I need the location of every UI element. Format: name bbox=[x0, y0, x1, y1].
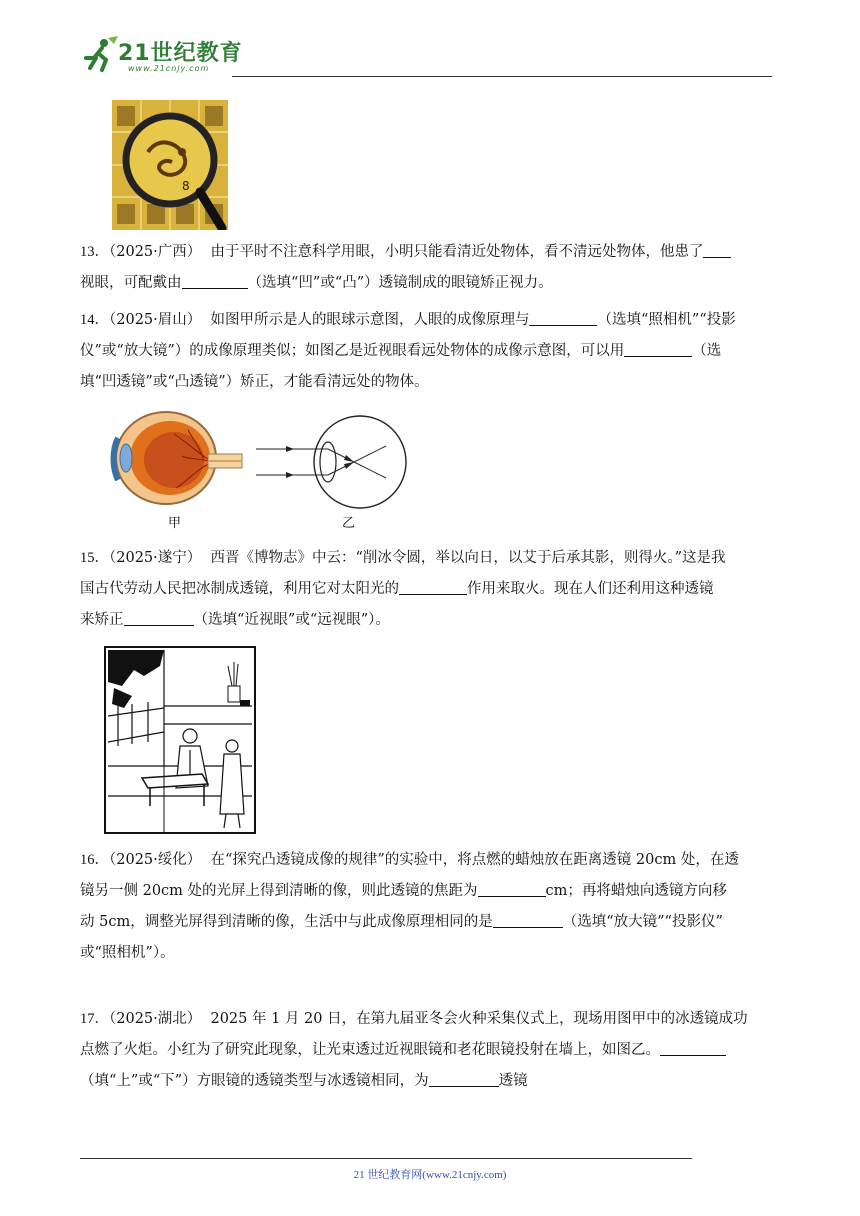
ancient-fire-illustration bbox=[104, 646, 256, 834]
answer-blank[interactable] bbox=[124, 611, 194, 627]
answer-blank[interactable] bbox=[660, 1041, 726, 1057]
question-source: （2025·广西） bbox=[109, 244, 202, 260]
question-17: 17．（2025·湖北） 2025 年 1 月 20 日，在第九届亚冬会火种采集仪式上，现场用图甲中的冰透镜成功 点燃了火炬。小红为了研究此现象，让光束透过近视眼镜和老花眼镜投射在墙上，如图乙。 （填“上”或“下”）方眼镜的透镜类型与冰透镜相同，为 透镜 bbox=[80, 1011, 748, 1089]
answer-blank[interactable] bbox=[493, 913, 563, 929]
site-logo bbox=[80, 36, 250, 76]
answer-blank[interactable] bbox=[429, 1072, 499, 1088]
question-source: （2025·遂宁） bbox=[109, 550, 202, 566]
logo-url: www.21cnjy.com bbox=[128, 64, 210, 73]
answer-blank[interactable] bbox=[478, 882, 546, 898]
logo-text: 21世纪教育 bbox=[118, 41, 243, 66]
footer-divider bbox=[80, 1158, 692, 1159]
page-header bbox=[80, 30, 772, 78]
answer-blank[interactable] bbox=[703, 243, 731, 259]
eyeball-diagram bbox=[104, 410, 244, 508]
figure-label-yi: 乙 bbox=[342, 516, 356, 531]
question-source: （2025·眉山） bbox=[109, 312, 202, 328]
answer-blank[interactable] bbox=[399, 580, 467, 596]
question-source: （2025·绥化） bbox=[109, 852, 202, 868]
magnifier-stamp-image bbox=[112, 100, 228, 230]
answer-blank[interactable] bbox=[529, 311, 597, 327]
question-14: 14．（2025·眉山） 如图甲所示是人的眼球示意图，人眼的成像原理与 （选填“照相机”“投影 仪”或“放大镜”）的成像原理类似；如图乙是近视眼看远处物体的成像示意图，可以用 （选 填“凹透镜”或“凸透镜”）矫正，才能看清远处的物体。 bbox=[80, 312, 736, 390]
figure-label-jia: 甲 bbox=[168, 516, 182, 531]
page-footer: 21 世纪教育网(www.21cnjy.com) bbox=[353, 1169, 507, 1181]
answer-blank[interactable] bbox=[624, 342, 692, 358]
answer-blank[interactable] bbox=[182, 274, 248, 290]
question-source: （2025·湖北） bbox=[109, 1011, 202, 1027]
runner-icon bbox=[80, 36, 120, 76]
svg-text:8: 8 bbox=[182, 179, 190, 193]
question-16: 16．（2025·绥化） 在“探究凸透镜成像的规律”的实验中，将点燃的蜡烛放在距离透镜 20cm 处，在透 镜另一侧 20cm 处的光屏上得到清晰的像，则此透镜的焦距为 cm；再将蜡烛向透镜方向移 动 5cm，调整光屏得到清晰的像，生活中与此成像原理相同的是 （选填“放大镜”“投影仪” 或“照相机”）。 bbox=[80, 852, 739, 961]
question-15: 15．（2025·遂宁） 西晋《博物志》中云：“削冰令圆，举以向日，以艾于后承其影，则得火。”这是我 国古代劳动人民把冰制成透镜，利用它对太阳光的 作用来取火。现在人们还利用这种透镜 来矫正 （选填“近视眼”或“远视眼”）。 bbox=[80, 550, 726, 628]
question-13: 13．（2025·广西） 由于平时不注意科学用眼，小明只能看清近处物体，看不清远处物体，他患了 视眼，可配戴由 （选填“凹”或“凸”）透镜制成的眼镜矫正视力。 bbox=[80, 237, 780, 299]
myopia-ray-diagram bbox=[256, 412, 408, 512]
header-divider bbox=[232, 76, 772, 77]
